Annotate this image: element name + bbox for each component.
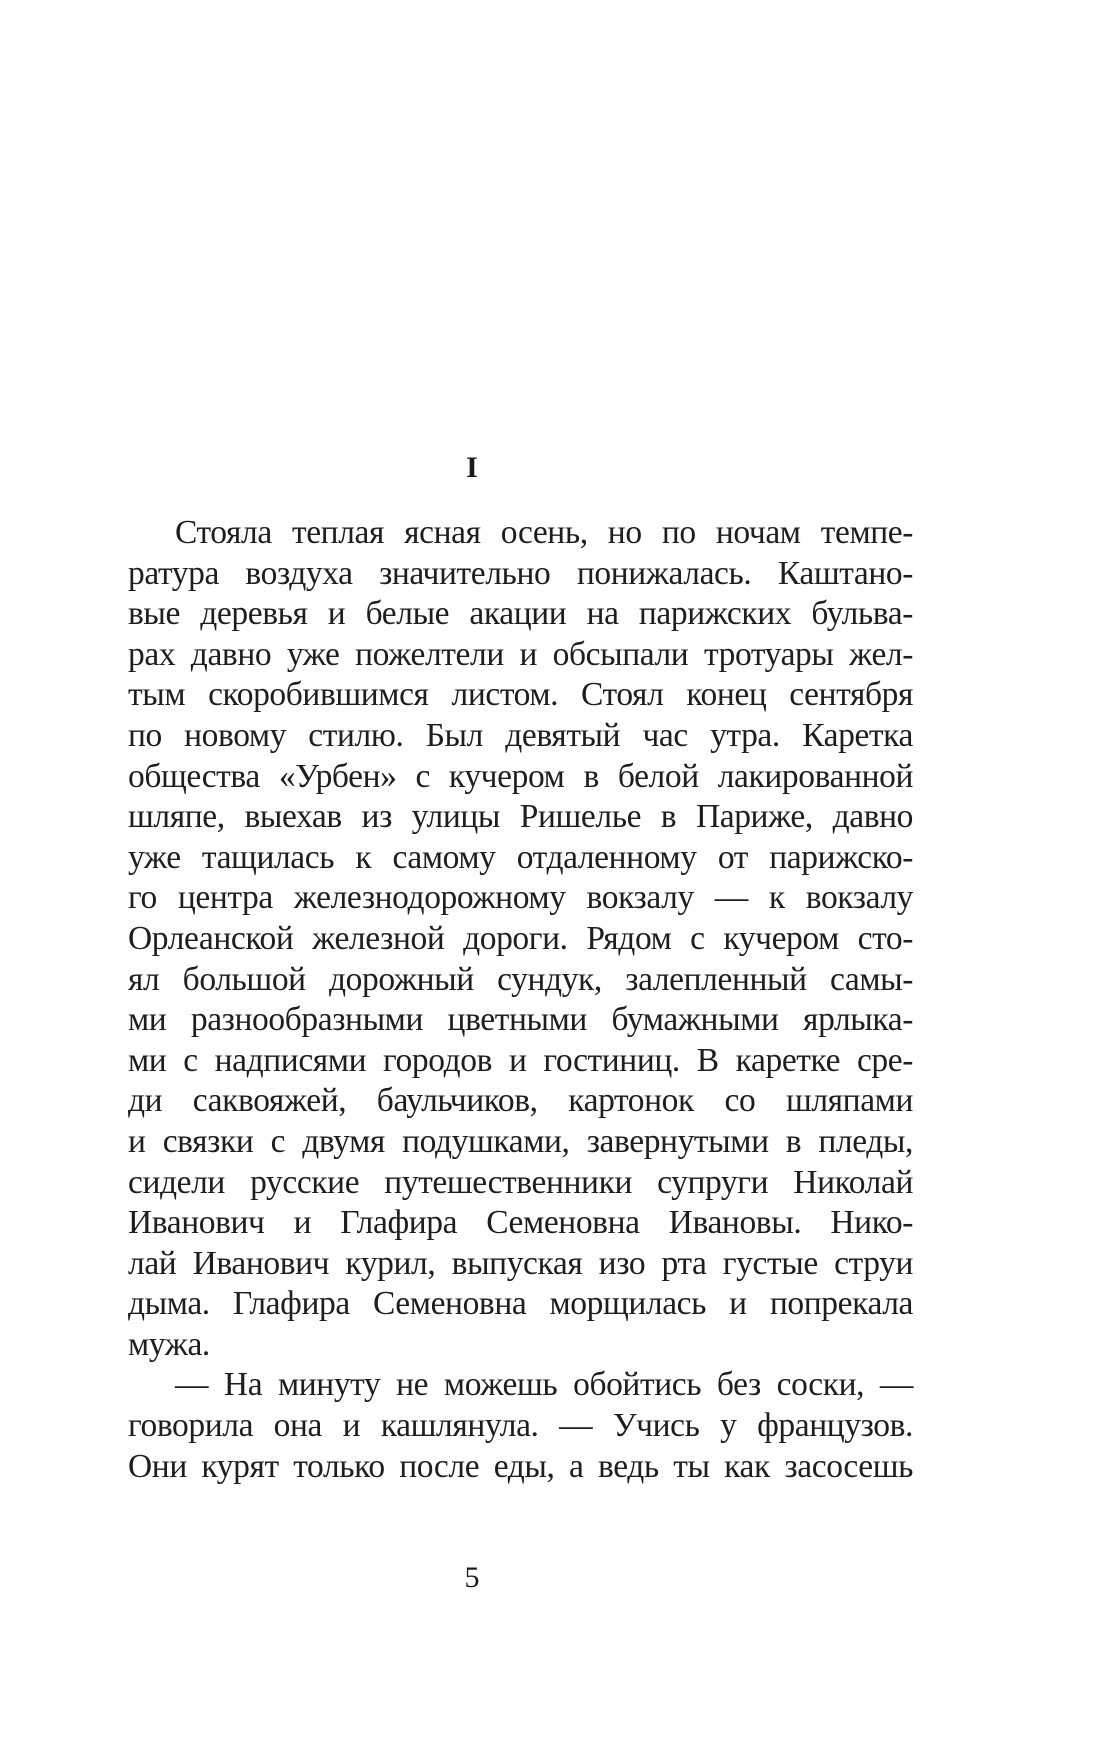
text-line: уже тащилась к самому отдаленному от парижско-: [128, 838, 913, 876]
text-line: — На минуту не можешь обойтись без соски, —: [175, 1366, 913, 1404]
chapter-heading: I: [466, 451, 478, 484]
text-line: рах давно уже пожелтели и обсыпали тротуары жел-: [128, 635, 913, 673]
paragraph-1: [128, 513, 913, 1365]
text-line: мужа.: [128, 1325, 210, 1363]
text-line: лай Иванович курил, выпуская изо рта густые струи: [128, 1244, 913, 1282]
text-line: по новому стилю. Был девятый час утра. Каретка: [128, 716, 913, 754]
text-line: го центра железнодорожному вокзалу — к вокзалу: [128, 879, 913, 917]
body-text: [128, 513, 913, 1487]
text-line: вые деревья и белые акации на парижских бульва-: [128, 595, 913, 633]
text-line: Стояла теплая ясная осень, но по ночам темпе-: [175, 514, 913, 551]
text-line: ди саквояжей, баульчиков, картонок со шляпами: [128, 1082, 913, 1120]
text-line: ми с надписями городов и гостиниц. В каретке сре-: [128, 1041, 913, 1079]
text-line: ял большой дорожный сундук, залепленный самы-: [128, 960, 913, 998]
text-line: ми разнообразными цветными бумажными ярлыка-: [128, 1001, 913, 1039]
text-line: Орлеанской железной дороги. Рядом с кучером сто-: [128, 919, 913, 957]
text-line: сидели русские путешественники супруги Николай: [128, 1163, 913, 1201]
text-line: дыма. Глафира Семеновна морщилась и попрекала: [128, 1285, 913, 1323]
paragraph-2: [128, 1365, 913, 1487]
text-line: тым скоробившимся листом. Стоял конец сентября: [128, 676, 913, 714]
text-line: говорила она и кашлянула. — Учись у французов.: [128, 1407, 913, 1445]
text-line: общества «Урбен» с кучером в белой лакированной: [128, 757, 913, 795]
text-line: Они курят только после еды, а ведь ты как засосешь: [128, 1447, 913, 1485]
page-number: 5: [464, 1561, 480, 1594]
text-line: и связки с двумя подушками, завернутыми в пледы,: [128, 1122, 913, 1160]
text-line: шляпе, выехав из улицы Ришелье в Париже, давно: [128, 798, 913, 836]
text-line: Иванович и Глафира Семеновна Ивановы. Нико-: [128, 1204, 913, 1242]
text-line: ратура воздуха значительно понижалась. Каштано-: [128, 554, 913, 592]
